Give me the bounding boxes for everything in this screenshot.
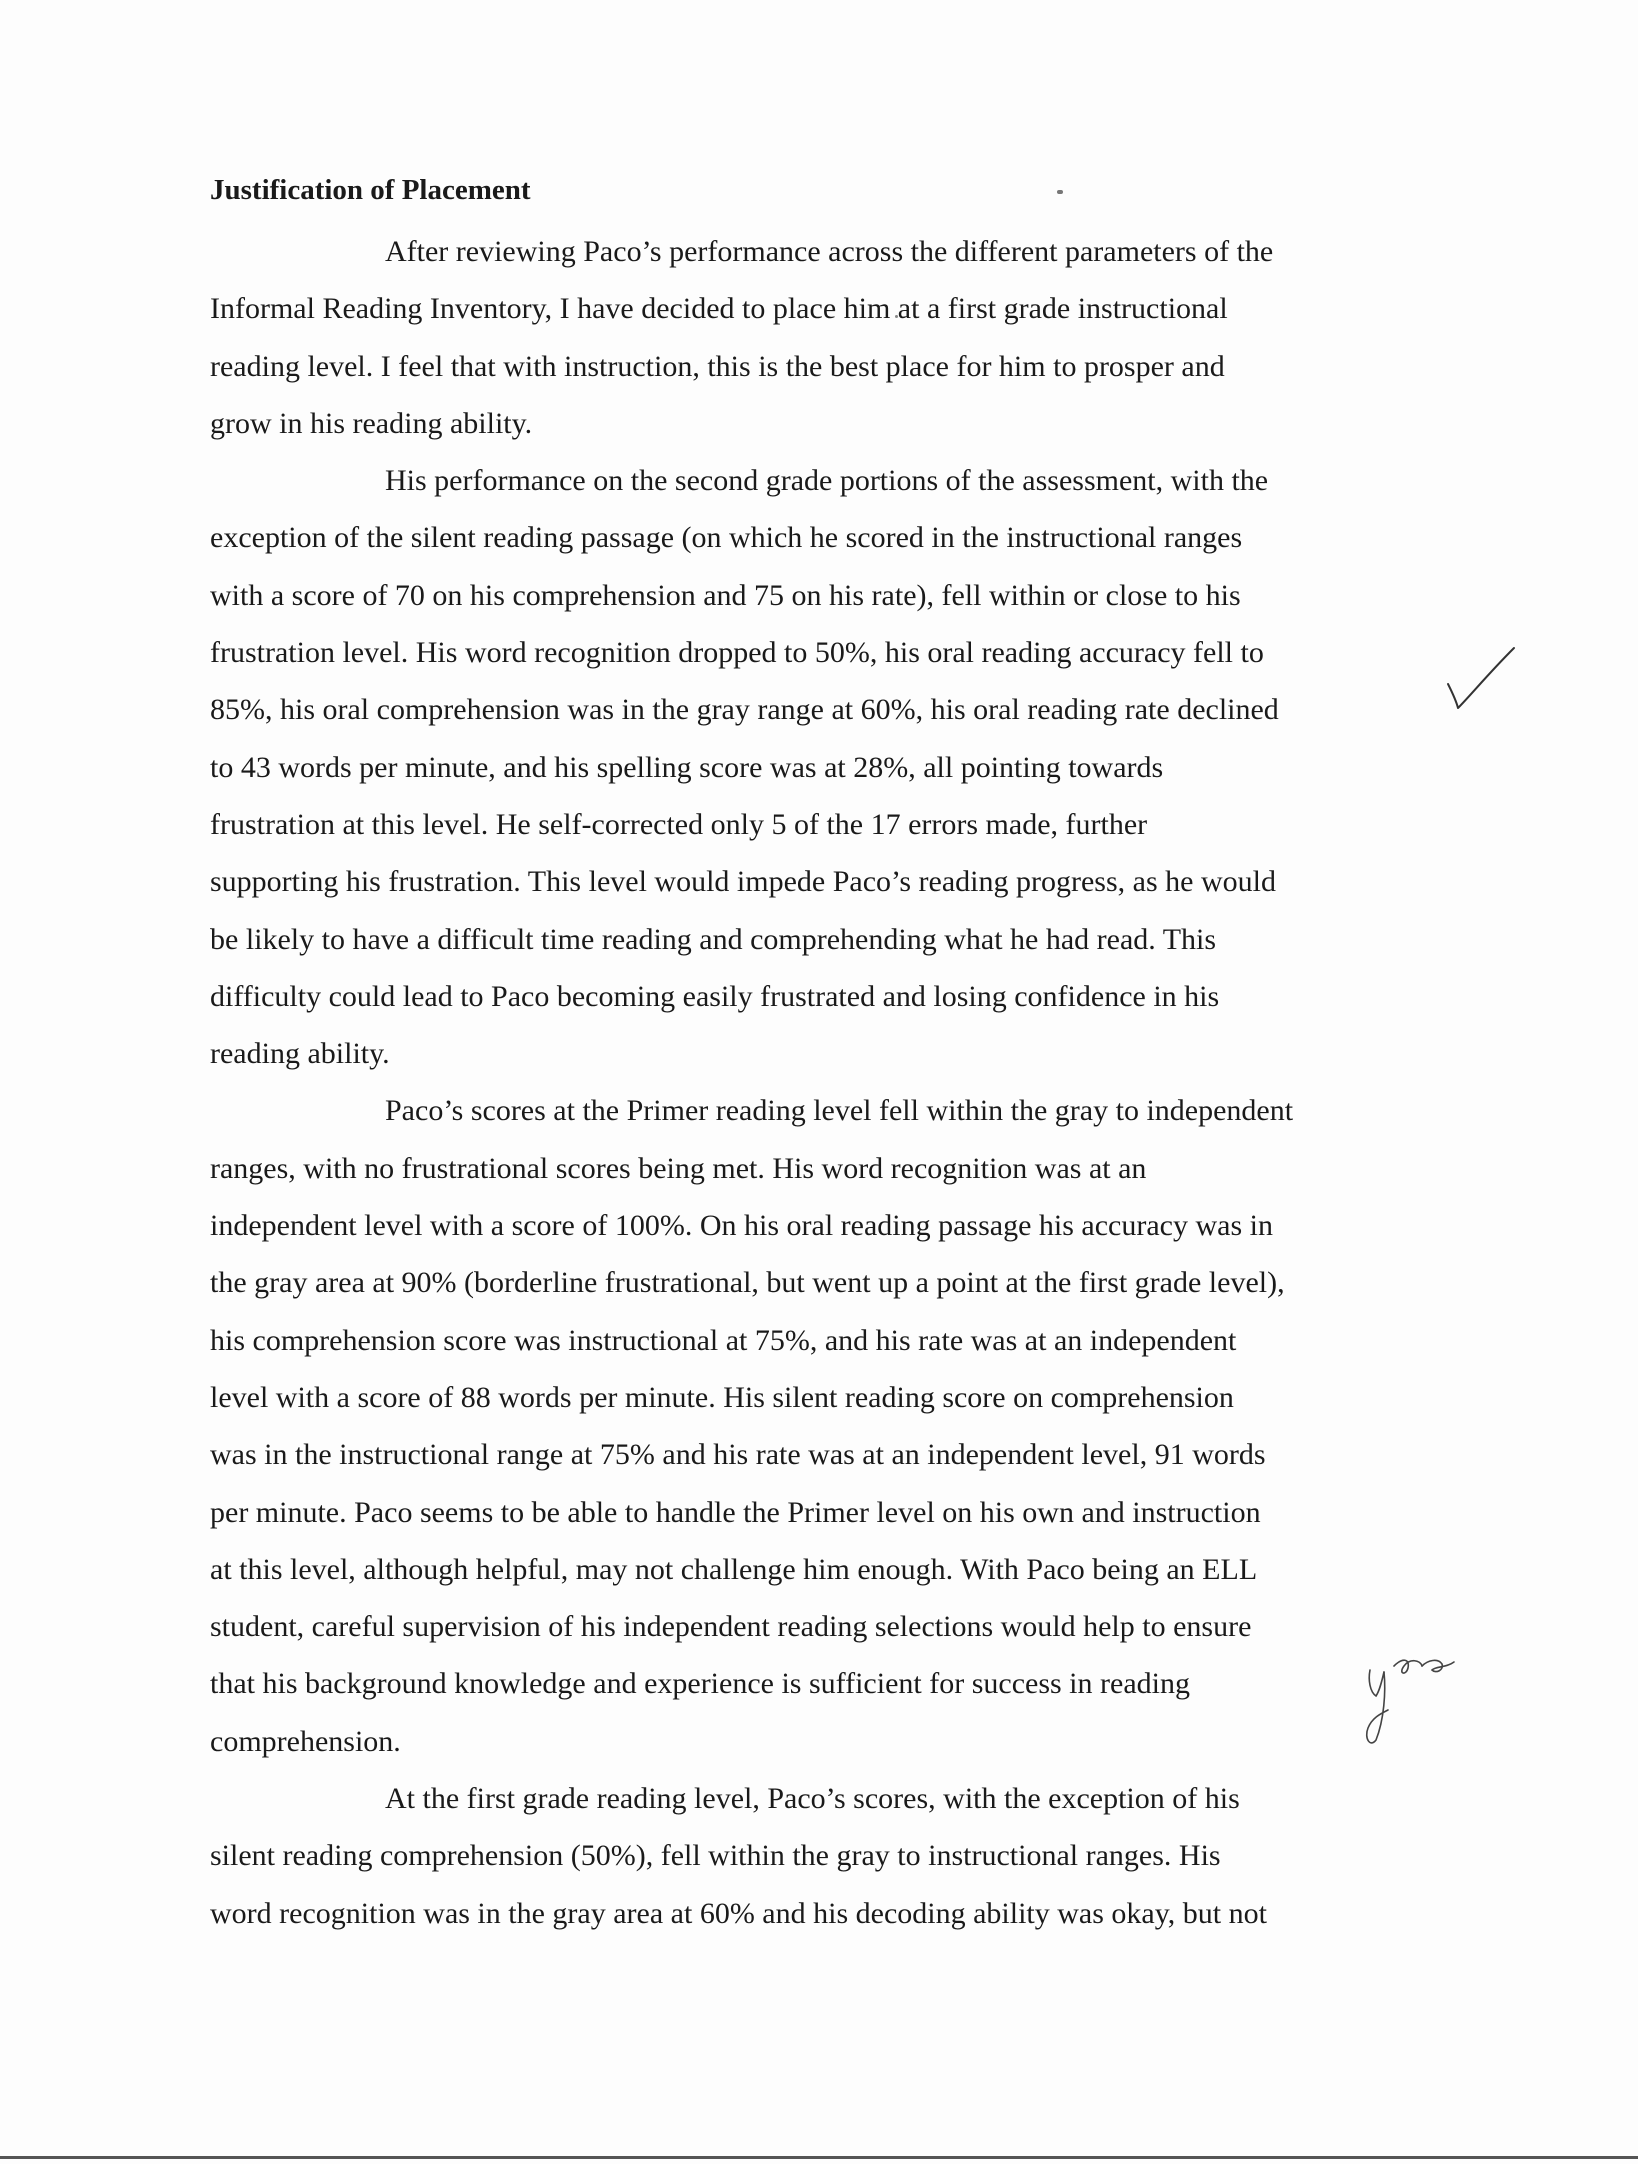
text-line: per minute. Paco seems to be able to handle the Primer level on his own and instruction: [210, 1495, 1261, 1529]
text-line: 85%, his oral comprehension was in the gray range at 60%, his oral reading rate declined: [210, 693, 1279, 727]
text-line: independent level with a score of 100%. On his oral reading passage his accuracy was in: [210, 1209, 1273, 1243]
paragraph-4: [210, 1770, 1410, 1942]
text-line: student, careful supervision of his independent reading selections would help to ensure: [210, 1610, 1252, 1644]
checkmark-icon: [1440, 640, 1520, 720]
text-line: his comprehension score was instructional at 75%, and his rate was at an independent: [210, 1323, 1237, 1357]
text-line: silent reading comprehension (50%), fell within the gray to instructional ranges. His: [210, 1839, 1221, 1873]
section-heading: Justification of Placement: [210, 174, 531, 206]
document-body: [210, 170, 1410, 1942]
text-line: level with a score of 88 words per minute. His silent reading score on comprehension: [210, 1380, 1234, 1414]
scan-edge: [0, 2156, 1638, 2159]
text-line: His performance on the second grade portions of the assessment, with the: [385, 464, 1269, 498]
paragraph-3: [210, 1082, 1410, 1770]
text-line: to 43 words per minute, and his spelling score was at 28%, all pointing towards: [210, 750, 1164, 784]
text-line: exception of the silent reading passage (on which he scored in the instructional ranges: [210, 521, 1243, 555]
text-line: frustration at this level. He self-corrected only 5 of the 17 errors made, further: [210, 807, 1148, 841]
text-line: difficulty could lead to Paco becoming easily frustrated and losing confidence in his: [210, 979, 1220, 1013]
text-line: reading level. I feel that with instruction, this is the best place for him to prosper and: [210, 349, 1225, 383]
text-line: ranges, with no frustrational scores being met. His word recognition was at an: [210, 1151, 1147, 1185]
text-line: comprehension.: [210, 1724, 401, 1758]
text-line: reading ability.: [210, 1037, 390, 1071]
text-line: be likely to have a difficult time reading and comprehending what he had read. This: [210, 922, 1217, 956]
text-line: frustration level. His word recognition dropped to 50%, his oral reading accuracy fell to: [210, 636, 1264, 670]
text-line: grow in his reading ability.: [210, 406, 533, 440]
text-line: was in the instructional range at 75% and his rate was at an independent level, 91 words: [210, 1438, 1266, 1472]
text-line: the gray area at 90% (borderline frustrational, but went up a point at the first grade level),: [210, 1266, 1285, 1300]
text-line: At the first grade reading level, Paco’s scores, with the exception of his: [385, 1782, 1240, 1816]
text-line: at this level, although helpful, may not challenge him enough. With Paco being an ELL: [210, 1552, 1258, 1586]
text-line: word recognition was in the gray area at 60% and his decoding ability was okay, but not: [210, 1896, 1267, 1930]
text-line: Paco’s scores at the Primer reading level fell within the gray to independent: [385, 1094, 1294, 1128]
text-line: Informal Reading Inventory, I have decided to place him at a first grade instructional: [210, 292, 1228, 326]
text-line: supporting his frustration. This level would impede Paco’s reading progress, as he would: [210, 865, 1276, 899]
text-line: After reviewing Paco’s performance across the different parameters of the: [385, 235, 1274, 268]
text-line: that his background knowledge and experience is sufficient for success in reading: [210, 1667, 1190, 1701]
text-line: with a score of 70 on his comprehension and 75 on his rate), fell within or close to his: [210, 578, 1241, 612]
handwritten-initials-icon: [1350, 1630, 1460, 1760]
paragraph-1: [210, 223, 1410, 452]
paragraph-2: [210, 452, 1410, 1082]
